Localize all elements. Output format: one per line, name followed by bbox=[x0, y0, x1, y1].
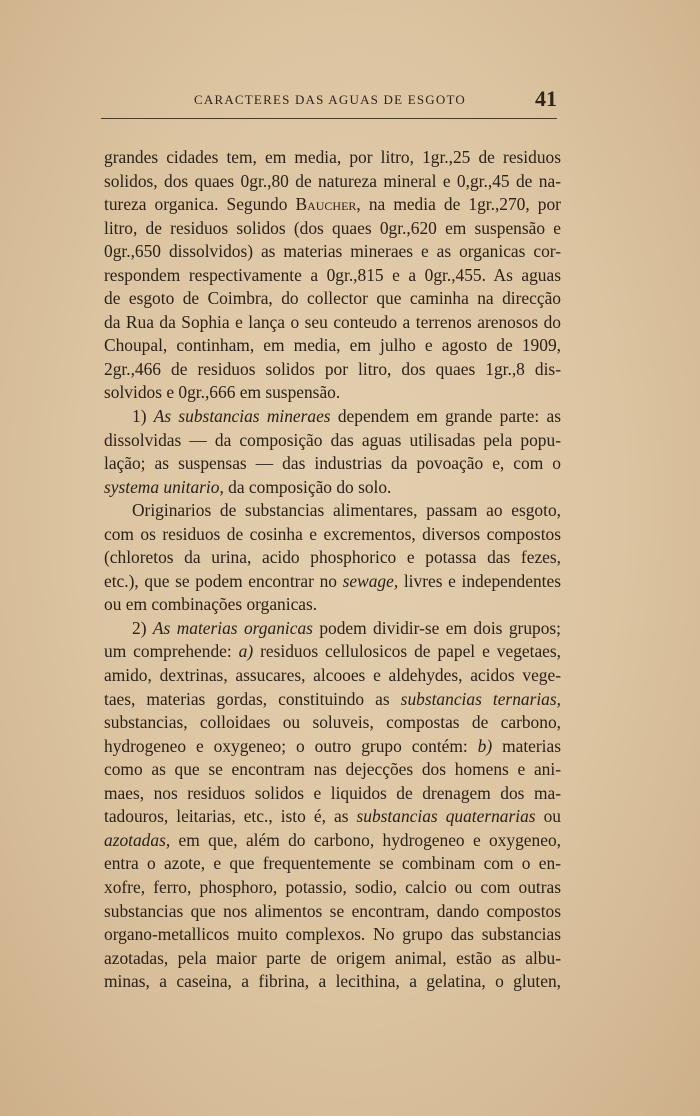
text-run: um comprehende: bbox=[104, 641, 239, 662]
text-line bbox=[104, 593, 561, 617]
text-line bbox=[104, 782, 561, 806]
text-run: As substancias mineraes bbox=[153, 406, 331, 427]
text-run: solidos, dos quaes 0gr.,80 de natureza mineral e 0,gr.,45 de na- bbox=[104, 170, 561, 191]
text-line bbox=[104, 570, 561, 594]
text-line bbox=[104, 805, 561, 829]
text-line bbox=[104, 381, 561, 405]
text-run: 2) bbox=[132, 617, 153, 638]
text-line bbox=[104, 452, 561, 476]
text-line bbox=[104, 170, 561, 194]
text-run: b) bbox=[477, 735, 493, 756]
text-line bbox=[104, 829, 561, 853]
text-line bbox=[104, 405, 561, 429]
text-line bbox=[104, 688, 561, 712]
body-text bbox=[104, 146, 561, 994]
text-run: Originarios de substancias alimentares, passam ao esgoto, bbox=[132, 500, 561, 521]
text-run: residuos cellulosicos de papel e vegetaes, bbox=[253, 641, 561, 662]
text-run: xofre, ferro, phosphoro, potassio, sodio, calcio ou com outras bbox=[104, 876, 561, 897]
text-line bbox=[104, 617, 561, 641]
text-run: azotadas, pela maior parte de origem animal, estão as albu- bbox=[104, 947, 561, 968]
text-line bbox=[104, 900, 561, 924]
text-run: da Rua da Sophia e lança o seu conteudo a terrenos arenosos do bbox=[104, 311, 561, 332]
text-line bbox=[104, 546, 561, 570]
text-run: a) bbox=[238, 641, 254, 662]
text-run: substancias ternarias, bbox=[400, 688, 561, 709]
text-run: amido, dextrinas, assucares, alcooes e aldehydes, acidos vege- bbox=[104, 665, 561, 686]
text-run: respondem respectivamente a 0gr.,815 e a 0gr.,455. As aguas bbox=[104, 264, 561, 285]
text-run: grandes cidades tem, em media, por litro, 1gr.,25 de residuos bbox=[104, 147, 561, 167]
page-header bbox=[104, 86, 559, 116]
text-run: (chloretos da urina, acido phosphorico e potassa das fezes, bbox=[104, 547, 561, 568]
text-run: de esgoto de Coimbra, do collector que caminha na direcção bbox=[104, 288, 561, 309]
text-run: maes, nos residuos solidos e liquidos de drenagem dos ma- bbox=[104, 782, 561, 803]
text-run: taes, materias gordas, constituindo as bbox=[104, 688, 401, 709]
text-line bbox=[104, 311, 561, 335]
text-line bbox=[104, 287, 561, 311]
text-line bbox=[104, 852, 561, 876]
text-run: systema unitario, bbox=[104, 476, 224, 497]
text-line bbox=[104, 358, 561, 382]
text-run: dissolvidas — da composição das aguas utilisadas pela popu- bbox=[104, 429, 561, 450]
text-run: solvidos e 0gr.,666 em suspensão. bbox=[104, 382, 341, 403]
text-line bbox=[104, 947, 561, 971]
text-run: organo-metallicos muito complexos. No grupo das substancias bbox=[104, 924, 561, 945]
text-run: sewage, bbox=[342, 570, 399, 591]
text-line bbox=[104, 476, 561, 500]
text-run: tadouros, leitarias, etc., isto é, as bbox=[104, 806, 357, 827]
text-run: como as que se encontram nas dejecções dos homens e ani- bbox=[104, 759, 561, 780]
header-rule bbox=[101, 118, 557, 119]
text-run: com os residuos de cosinha e excrementos, diversos compostos bbox=[104, 523, 561, 544]
text-run: substancias quaternarias bbox=[356, 806, 536, 827]
text-line bbox=[104, 758, 561, 782]
text-line bbox=[104, 264, 561, 288]
text-run: 2gr.,466 de residuos solidos por litro, dos quaes 1gr.,8 dis- bbox=[104, 358, 561, 379]
text-run: ou bbox=[535, 806, 561, 827]
text-line bbox=[104, 640, 561, 664]
text-run: materias bbox=[492, 735, 561, 756]
text-line bbox=[104, 664, 561, 688]
text-run: As materias organicas bbox=[152, 617, 313, 638]
text-run: hydrogeneo e oxygeneo; o outro grupo contém: bbox=[104, 735, 478, 756]
text-run: entra o azote, e que frequentemente se combinam com o en- bbox=[104, 853, 561, 874]
text-run: ou em combinações organicas. bbox=[104, 594, 318, 615]
text-run: minas, a caseina, a fibrina, a lecithina, a gelatina, o gluten, bbox=[104, 971, 561, 992]
text-run: 1) bbox=[132, 406, 154, 427]
text-run: tureza organica. Segundo bbox=[104, 194, 296, 215]
text-run: litro, de residuos solidos (dos quaes 0gr.,620 em suspensão e bbox=[104, 217, 561, 238]
text-run: substancias, colloidaes ou soluveis, compostas de carbono, bbox=[104, 712, 561, 733]
text-run: etc.), que se podem encontrar no bbox=[104, 570, 343, 591]
text-line bbox=[104, 240, 561, 264]
text-line bbox=[104, 499, 561, 523]
text-run: azotadas, bbox=[104, 829, 171, 850]
text-line bbox=[104, 429, 561, 453]
text-line bbox=[104, 735, 561, 759]
text-line bbox=[104, 523, 561, 547]
page-number: 41 bbox=[535, 86, 557, 111]
text-run: em que, além do carbono, hydrogeneo e oxygeneo, bbox=[170, 829, 561, 850]
text-line bbox=[104, 970, 561, 994]
text-run: substancias que nos alimentos se encontram, dando compostos bbox=[104, 900, 561, 921]
text-line bbox=[104, 146, 561, 170]
text-run: podem dividir-se em dois grupos; bbox=[312, 617, 561, 638]
running-title: CARACTERES DAS AGUAS DE ESGOTO bbox=[194, 92, 466, 107]
text-run: Baucher bbox=[295, 194, 357, 215]
text-run: lação; as suspensas — das industrias da povoação e, com o bbox=[104, 453, 561, 474]
text-run: , na media de 1gr.,270, por bbox=[356, 194, 561, 215]
text-line bbox=[104, 334, 561, 358]
text-line bbox=[104, 193, 561, 217]
text-run: livres e independentes bbox=[398, 570, 561, 591]
text-run: 0gr.,650 dissolvidos) as materias mineraes e as organicas cor- bbox=[104, 241, 561, 262]
text-line bbox=[104, 923, 561, 947]
text-run: da composição do solo. bbox=[223, 476, 392, 497]
text-line bbox=[104, 876, 561, 900]
text-run: dependem em grande parte: as bbox=[330, 406, 561, 427]
text-run: Choupal, continham, em media, em julho e agosto de 1909, bbox=[104, 335, 561, 356]
text-line bbox=[104, 711, 561, 735]
text-line bbox=[104, 217, 561, 241]
